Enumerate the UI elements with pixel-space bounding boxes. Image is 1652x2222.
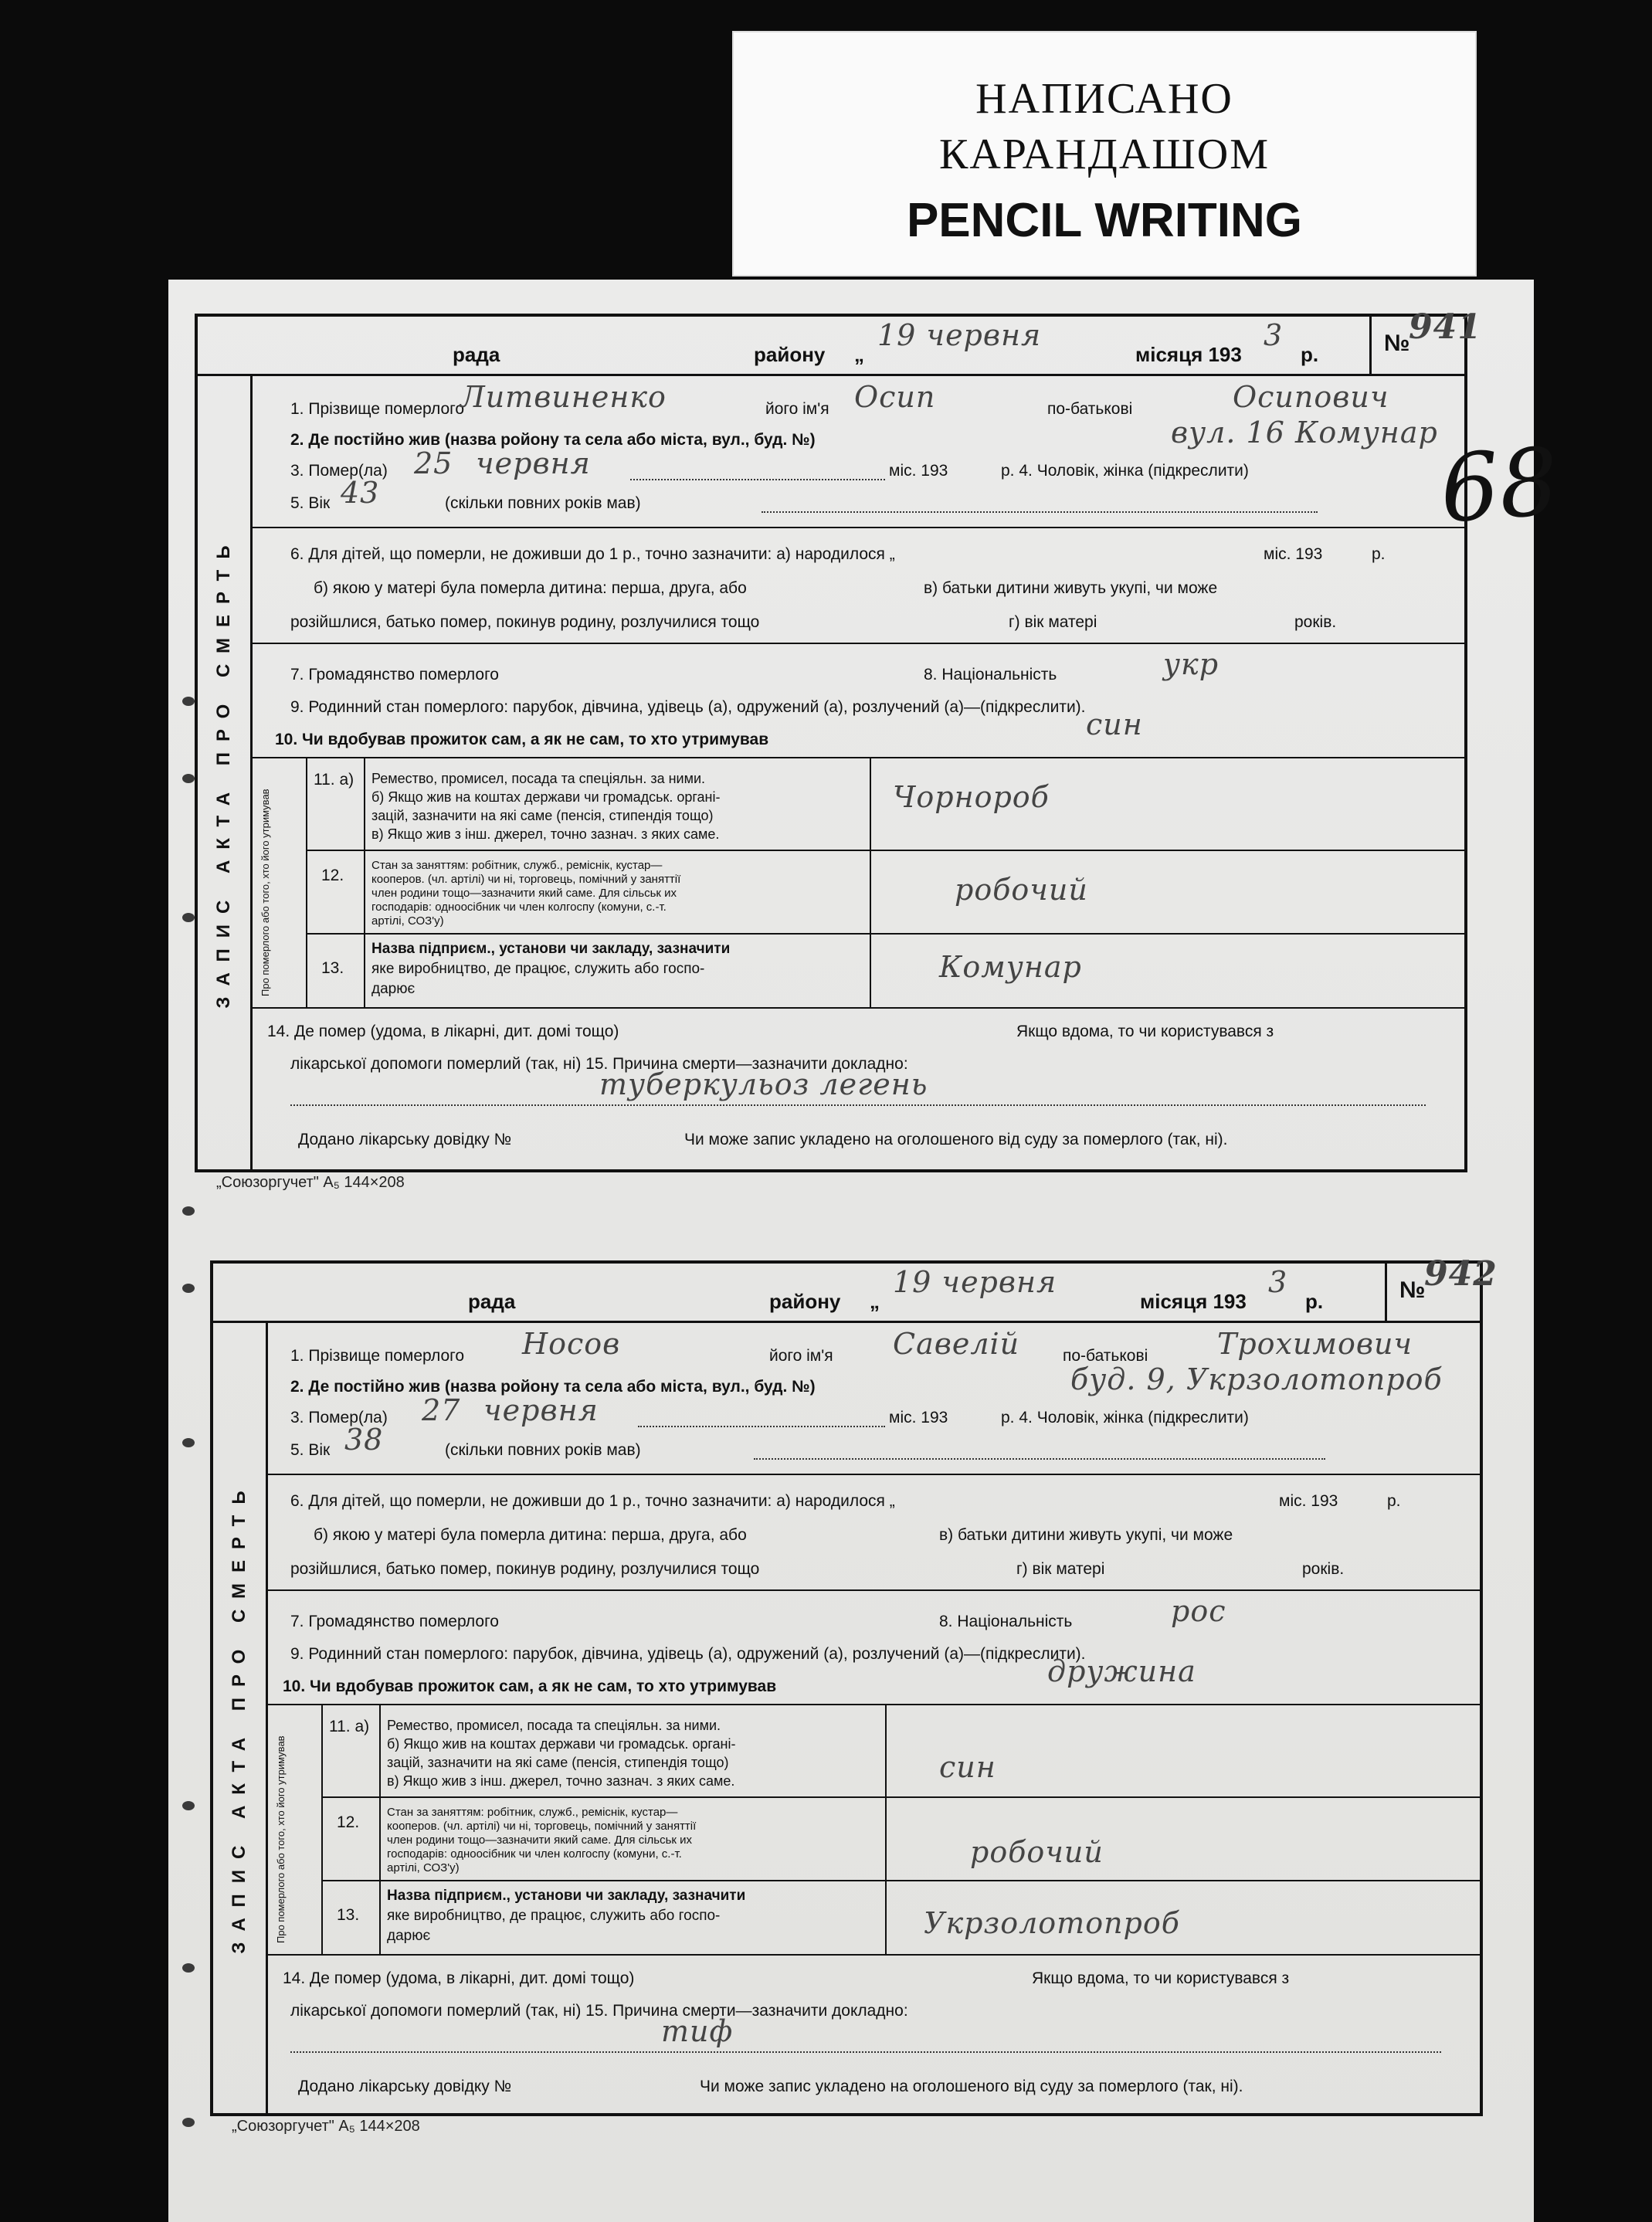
name-value: Савелій [893,1327,1020,1361]
age-label: 5. Вік [290,1441,331,1459]
rayon-label: району [769,1290,841,1313]
divider [266,1474,1480,1475]
side-title-text: ЗАПИС АКТА ПРО СМЕРТЬ [229,1480,249,1954]
divider [250,757,1464,758]
address-value: буд. 9, Укрзолотопроб [1070,1362,1443,1396]
died-label: 3. Помер(ла) [290,462,388,480]
citizenship-label: 7. Громадянство померлого [290,1613,499,1630]
age-label: 5. Вік [290,494,331,512]
occupation-value: син [939,1750,996,1784]
death-record-form-1 [195,307,1482,1172]
surname-label: 1. Прізвище померлого [290,400,465,418]
vertical-note: Про померлого або того, хто його утримував [260,789,271,996]
item-13b: яке виробництво, де працює, служить або госпо- [371,961,705,977]
imprint-1: „Союзоргучет" А₅ 144×208 [216,1174,405,1191]
item-11-number: 11. а) [314,771,354,789]
month-label: місяця 193 [1135,343,1242,366]
patronymic-label: по-батькові [1047,400,1133,418]
number-sign: № [1399,1277,1426,1303]
record-date: 19 червня [893,1265,1057,1299]
infant-parents-label: в) батьки дитини живуть укупі, чи може [924,579,1218,597]
month-label: місяця 193 [1140,1290,1247,1313]
record-number-box [1369,307,1482,374]
divider [306,933,1464,935]
patronymic-label: по-батькові [1063,1347,1148,1365]
form-header [213,1254,1498,1323]
item-13b: яке виробництво, де працює, служить або госпо- [387,1908,721,1924]
record-number: 941 [1409,307,1482,347]
item-12-number: 12. [337,1813,360,1831]
rayon-label: району [754,343,826,366]
divider [306,850,1464,851]
cause-value: тиф [661,2014,734,2048]
divider [379,1704,381,1954]
divider [321,1796,1480,1798]
infant-parents-label: в) батьки дитини живуть укупі, чи може [939,1526,1233,1544]
dotted-line [638,1426,885,1427]
certificate-label: Додано лікарську довідку № [298,2078,512,2095]
age-hint: (скільки повних років мав) [445,494,641,512]
surname-value: Носов [522,1327,621,1361]
item-13a: Назва підприєм., установи чи закладу, зазначити [387,1888,746,1904]
age-value: 38 [344,1423,384,1457]
status-value: робочий [970,1835,1104,1869]
support-label: 10. Чи вдобував прожиток сам, а як не сам, то хто утримував [283,1678,777,1695]
vertical-note: Про померлого або того, хто його утримував [275,1735,287,1943]
item-12c: член родини тощо—зазначити який саме. Для сільськ их [371,887,677,900]
item-12b: кооперов. (чл. артілі) чи ні, торговець, помічний у заняттії [371,873,681,886]
nationality-value: рос [1171,1594,1226,1628]
item-13-number: 13. [337,1906,360,1924]
mother-age-label: г) вік матері [1016,1560,1105,1578]
dotted-line [290,1104,1426,1106]
status-value: робочий [955,873,1088,907]
supporter-value: син [1086,707,1143,741]
death-month: червня [483,1393,599,1427]
dotted-line [754,1458,1325,1460]
item-12e: артілі, СОЗ'у) [387,1861,460,1874]
quote-mark: „ [870,1290,880,1313]
label-line-1: НАПИСАНО [975,75,1233,123]
binding-hole [182,697,195,706]
infant-label: 6. Для дітей, що померли, не доживши до 1 р., точно зазначити: а) народилося „ [290,1492,895,1510]
item-13-number: 13. [321,959,344,977]
year-suffix: р. [1301,343,1319,366]
patronymic-value: Трохимович [1217,1327,1413,1361]
place-of-death-label: 14. Де помер (удома, в лікарні, дит. домі тощо) [283,1969,635,1987]
number-sign: № [1384,331,1410,356]
age-value: 43 [341,476,380,510]
item-11b-cont: зацій, зазначити на які саме (пенсія, стипендія тощо) [387,1755,729,1770]
sex-label: р. 4. Чоловік, жінка (підкреслити) [1001,1409,1249,1426]
death-day: 27 [422,1393,461,1427]
binding-hole [182,2118,195,2127]
divider [250,643,1464,644]
year-suffix: р. [1305,1290,1324,1313]
infant-parents-cont: розійшлися, батько помер, покинув родину, розлучилися тощо [290,613,760,631]
item-11c: в) Якщо жив з інш. джерел, точно зазнач. з яких саме. [371,826,720,842]
nationality-value: укр [1163,647,1219,681]
page-number: 68 [1437,428,1562,544]
divider [250,1007,1464,1009]
infant-order-label: б) якою у матері була померла дитина: перша, друга, або [314,579,747,597]
address-value: вул. 16 Комунар [1171,416,1438,449]
death-day: 25 [414,446,453,480]
divider [250,527,1464,528]
infant-month-label: міс. 193 [1264,545,1323,563]
side-title [198,374,253,1169]
item-12a: Стан за заняттям: робітник, служб., реміснік, кустар— [387,1806,678,1819]
label-line-2: КАРАНДАШОМ [938,131,1270,178]
label-line-3: PENCIL WRITING [906,194,1303,247]
cause-label: лікарської допомоги померлий (так, ні) 15. Причина смерти—зазначити докладно: [290,2002,908,2020]
divider [266,1589,1480,1591]
nationality-label: 8. Національність [939,1613,1073,1630]
death-month: червня [476,446,591,480]
divider [321,1704,323,1954]
marital-label: 9. Родинний стан померлого: парубок, дівчина, удівець (а), одружений (а), розлучений (а)—(підкреслити). [290,1645,1086,1663]
occupation-value: Чорнороб [893,780,1050,814]
item-11a: Ремество, промисел, посада та спеціяльн. за ними. [387,1718,721,1733]
item-12-number: 12. [321,867,344,884]
record-year-digit: 3 [1264,318,1284,352]
form-header [198,307,1482,376]
rada-label: рада [453,343,500,366]
record-number-box [1385,1254,1498,1321]
name-value: Осип [854,380,936,414]
patronymic-value: Осипович [1233,380,1389,414]
death-record-form-2 [210,1254,1498,2116]
item-12c: член родини тощо—зазначити який саме. Для сільськ их [387,1834,693,1847]
item-11-number: 11. а) [329,1718,370,1735]
infant-order-label: б) якою у матері була померла дитина: перша, друга, або [314,1526,747,1544]
cause-label: лікарської допомоги померлий (так, ні) 15. Причина смерти—зазначити докладно: [290,1055,908,1073]
infant-year-suffix: р. [1387,1492,1401,1510]
quote-mark: „ [854,343,864,366]
month-year-label: міс. 193 [889,462,948,480]
divider [266,1704,1480,1705]
certificate-label: Додано лікарську довідку № [298,1131,512,1148]
divider [321,1880,1480,1881]
binding-hole [182,1206,195,1216]
divider [266,1954,1480,1956]
binding-hole [182,1963,195,1973]
pencil-writing-label [732,31,1477,276]
item-12a: Стан за заняттям: робітник, служб., реміснік, кустар— [371,859,663,872]
mother-age-label: г) вік матері [1009,613,1097,631]
workplace-value: Укрзолотопроб [924,1906,1180,1940]
sex-label: р. 4. Чоловік, жінка (підкреслити) [1001,462,1249,480]
month-year-label: міс. 193 [889,1409,948,1426]
divider [870,757,871,1007]
binding-hole [182,1284,195,1293]
item-11b-cont: зацій, зазначити на які саме (пенсія, стипендія тощо) [371,808,714,823]
record-number: 942 [1424,1254,1498,1294]
side-title-text: ЗАПИС АКТА ПРО СМЕРТЬ [213,534,234,1009]
binding-hole [182,774,195,783]
marital-label: 9. Родинний стан померлого: парубок, дівчина, удівець (а), одружений (а), розлучений (а)—(підкреслити). [290,698,1086,716]
infant-parents-cont: розійшлися, батько помер, покинув родину, розлучилися тощо [290,1560,760,1578]
place-of-death-label: 14. Де помер (удома, в лікарні, дит. домі тощо) [267,1023,619,1040]
item-11c: в) Якщо жив з інш. джерел, точно зазнач. з яких саме. [387,1773,735,1789]
item-12b: кооперов. (чл. артілі) чи ні, торговець, помічний у заняттії [387,1820,697,1833]
name-label: його ім'я [769,1347,833,1365]
supporter-value: дружина [1047,1654,1196,1688]
item-13a: Назва підприєм., установи чи закладу, зазначити [371,941,731,957]
infant-label: 6. Для дітей, що померли, не доживши до 1 р., точно зазначити: а) народилося „ [290,545,895,563]
years-label: років. [1294,613,1337,631]
dotted-line [630,479,885,480]
workplace-value: Комунар [939,950,1082,984]
item-12d: господарів: одноосібник чи член колгоспу (комуни, с.-т. [371,901,667,914]
home-care-label: Якщо вдома, то чи користувався з [1016,1023,1274,1040]
court-label: Чи може запис укладено на оголошеного від суду за померлого (так, ні). [700,2078,1243,2095]
address-label: 2. Де постійно жив (назва ройону та села або міста, вул., буд. №) [290,431,816,449]
citizenship-label: 7. Громадянство померлого [290,666,499,684]
item-13c: дарює [387,1928,431,1944]
item-11b: б) Якщо жив на коштах держави чи громадськ. органі- [371,789,721,805]
support-label: 10. Чи вдобував прожиток сам, а як не сам, то хто утримував [275,731,769,748]
home-care-label: Якщо вдома, то чи користувався з [1032,1969,1290,1987]
infant-month-label: міс. 193 [1279,1492,1338,1510]
divider [364,757,365,1007]
age-hint: (скільки повних років мав) [445,1441,641,1459]
nationality-label: 8. Національність [924,666,1057,684]
name-label: його ім'я [765,400,829,418]
item-12d: господарів: одноосібник чи член колгоспу (комуни, с.-т. [387,1847,682,1861]
item-11a: Ремество, промисел, посада та спеціяльн. за ними. [371,771,706,786]
record-year-digit: 3 [1268,1265,1288,1299]
imprint-2: „Союзоргучет" А₅ 144×208 [232,2118,420,2135]
years-label: років. [1302,1560,1345,1578]
surname-label: 1. Прізвище померлого [290,1347,465,1365]
court-label: Чи може запис укладено на оголошеного від суду за померлого (так, ні). [684,1131,1228,1148]
rada-label: рада [468,1290,516,1313]
item-11b: б) Якщо жив на коштах держави чи громадськ. органі- [387,1736,736,1752]
infant-year-suffix: р. [1372,545,1386,563]
record-date: 19 червня [877,318,1042,352]
binding-hole [182,1438,195,1447]
divider [306,757,307,1007]
surname-value: Литвиненко [460,380,667,414]
binding-hole [182,1801,195,1810]
died-label: 3. Помер(ла) [290,1409,388,1426]
item-12e: артілі, СОЗ'у) [371,914,444,928]
address-label: 2. Де постійно жив (назва ройону та села або міста, вул., буд. №) [290,1378,816,1396]
side-title [213,1321,268,2113]
dotted-line [290,2051,1441,2053]
item-13c: дарює [371,981,416,997]
dotted-line [762,511,1318,513]
binding-hole [182,913,195,922]
divider [885,1704,887,1954]
cause-value: туберкульоз легень [599,1067,928,1101]
